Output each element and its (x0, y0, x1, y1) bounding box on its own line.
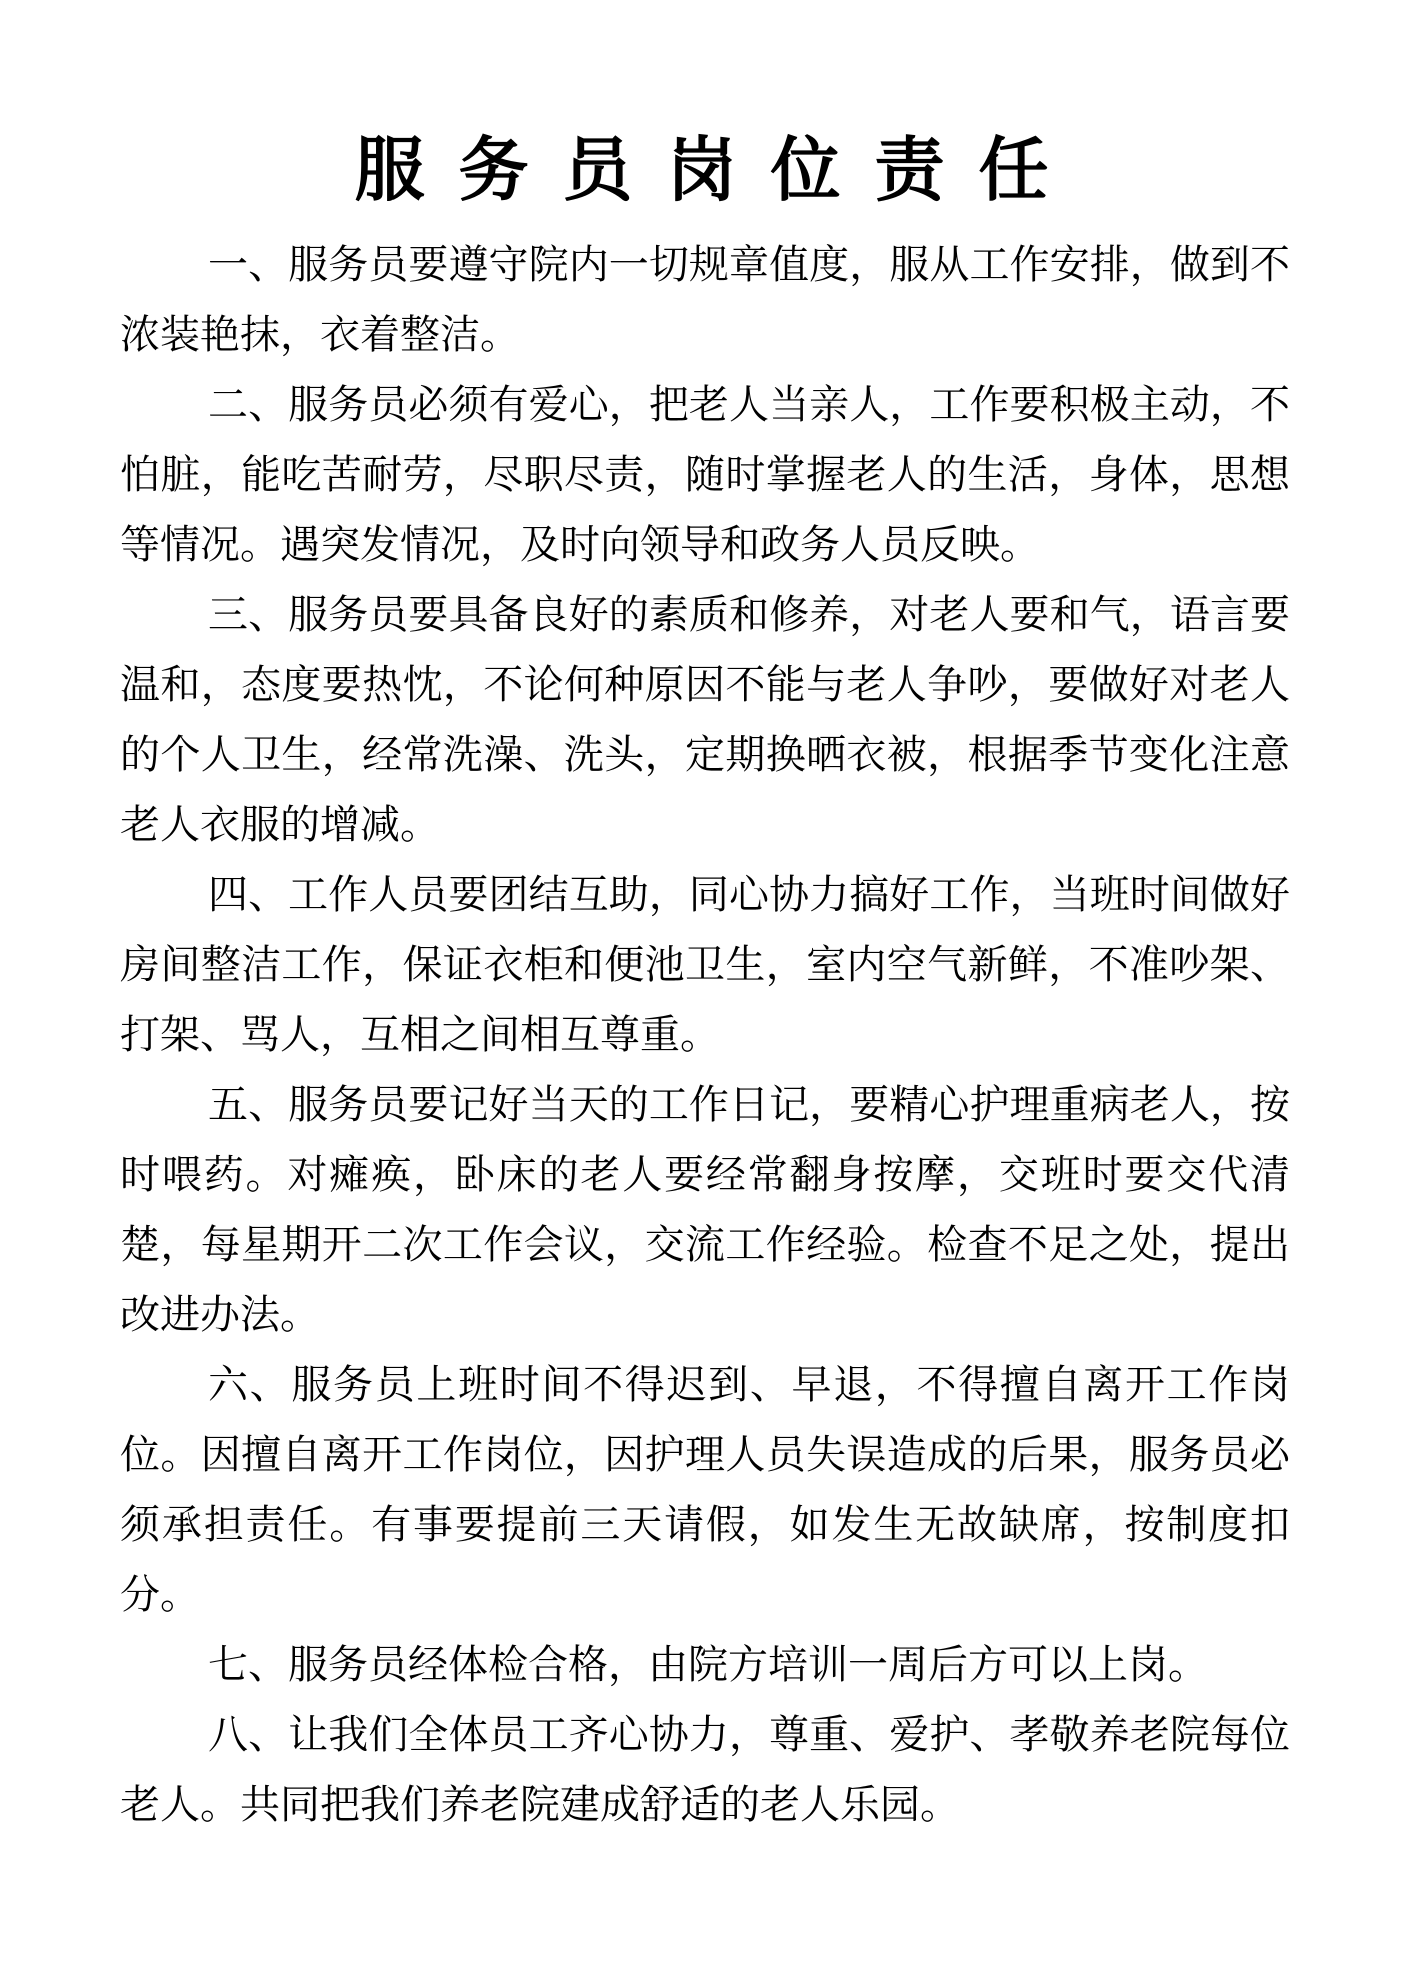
paragraph-1: 一、服务员要遵守院内一切规章值度，服从工作安排，做到不浓装艳抹，衣着整洁。 (120, 242, 1290, 358)
document-title: 服务员岗位责任 (354, 128, 1083, 211)
paragraph-2: 二、服务员必须有爱心，把老人当亲人，工作要积极主动，不怕脏，能吃苦耐劳，尽职尽责，随时掌握老人的生活，身体，思想等情况。遇突发情况，及时向领导和政务人员反映。 (120, 382, 1290, 568)
paragraph-3: 三、服务员要具备良好的素质和修养，对老人要和气，语言要温和，态度要热忱，不论何种原因不能与老人争吵，要做好对老人的个人卫生，经常洗澡、洗头，定期换晒衣被，根据季节变化注意老人衣服的增减。 (120, 592, 1290, 848)
paragraph-7: 七、服务员经体检合格，由院方培训一周后方可以上岗。 (208, 1642, 1208, 1688)
paragraph-5: 五、服务员要记好当天的工作日记，要精心护理重病老人，按时喂药。对瘫痪，卧床的老人要经常翻身按摩，交班时要交代清楚，每星期开二次工作会议，交流工作经验。检查不足之处，提出改进办法。 (120, 1082, 1290, 1338)
paragraph-6: 六、服务员上班时间不得迟到、早退，不得擅自离开工作岗位。因擅自离开工作岗位，因护理人员失误造成的后果，服务员必须承担责任。有事要提前三天请假，如发生无故缺席，按制度扣分。 (120, 1362, 1290, 1618)
document-body (120, 230, 1290, 1840)
paragraph-4: 四、工作人员要团结互助，同心协力搞好工作，当班时间做好房间整洁工作，保证衣柜和便池卫生，室内空气新鲜，不准吵架、打架、骂人，互相之间相互尊重。 (120, 872, 1290, 1058)
paragraph-8: 八、让我们全体员工齐心协力，尊重、爱护、孝敬养老院每位老人。共同把我们养老院建成舒适的老人乐园。 (120, 1712, 1290, 1828)
